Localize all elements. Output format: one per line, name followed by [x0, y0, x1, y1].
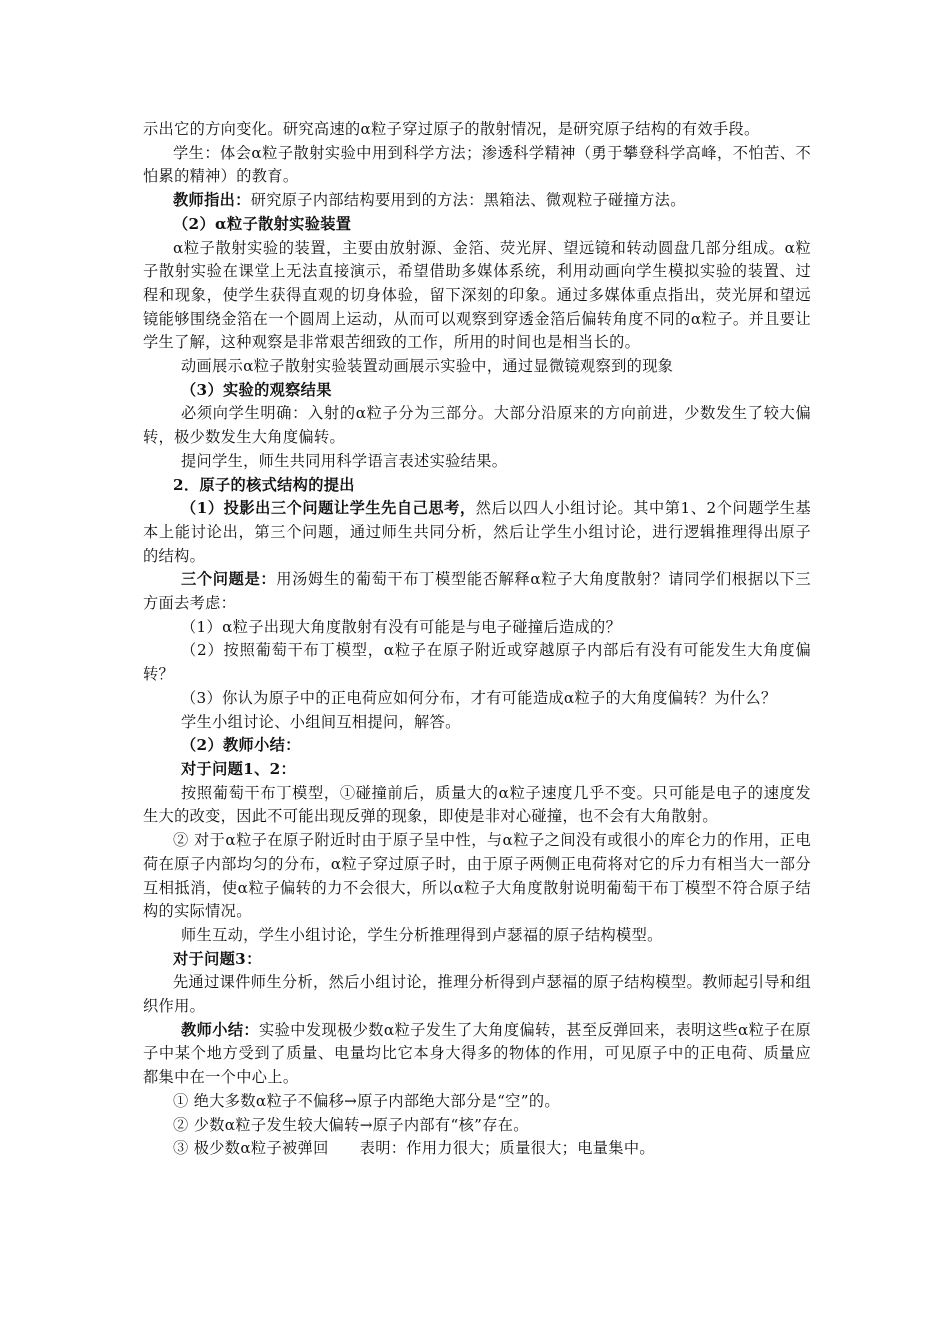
document-body [143, 118, 811, 1161]
paragraph-3-text: 研究原子内部结构要用到的方法：黑箱法、微观粒子碰撞方法。 [250, 191, 686, 210]
heading-questions-1-2: 对于问题1、2： [181, 759, 297, 778]
question-2: （2）按照葡萄干布丁模型，α粒子在原子附近或穿越原子内部后有没有可能发生大角度偏转？ [143, 641, 811, 684]
paragraph-2: 学生：体会α粒子散射实验中用到科学方法；渗透科学精神（勇于攀登科学高峰，不怕苦、不怕累的精神）的教育。 [143, 143, 811, 186]
heading-teacher-summary: （2）教师小结： [181, 736, 301, 755]
paragraph-24 [143, 1019, 811, 1090]
heading-question-3: 对于问题3： [173, 949, 262, 968]
paragraph-9: 提问学生，师生共同用科学语言表述实验结果。 [181, 451, 508, 470]
paragraph-1: 示出它的方向变化。研究高速的α粒子穿过原子的散射情况，是研究原子结构的有效手段。 [143, 120, 760, 138]
conclusion-3: ③ 极少数α粒子被弹回 表明：作用力很大；质量很大；电量集中。 [173, 1139, 655, 1158]
paragraph-11-text: 然后以四人小组讨论。其中第1、2个问题学生基本上能讨论出，第三个问题，通过师生共同分析，然后让学生小组讨论，进行逻辑推理得出原子的结构。 [143, 499, 812, 565]
paragraph-24-text: 实验中发现极少数α粒子发生了大角度偏转，甚至反弹回来，表明这些α粒子在原子中某个地方受到了质量、电量均比它本身大得多的物体的作用，可见原子中的正电荷、质量应都集中在一个中心上。 [143, 1020, 811, 1087]
heading-nuclear-structure: 2．原子的核式结构的提出 [173, 475, 355, 494]
paragraph-3 [143, 189, 811, 213]
paragraph-12-text: 用汤姆生的葡萄干布丁模型能否解释α粒子大角度散射？请同学们根据以下三方面去考虑： [143, 570, 811, 613]
paragraph-21: 师生互动，学生小组讨论，学生分析推理得到卢瑟福的原子结构模型。 [181, 925, 663, 944]
paragraph-5: α粒子散射实验的装置，主要由放射源、金箔、荧光屏、望远镜和转动圆盘几部分组成。α粒子散射实验在课堂上无法直接演示，希望借助多媒体系统，利用动画向学生模拟实验的装置、过程和现象，使学生获得直观的切身体验，留下深刻的印象。通过多媒体重点指出，荧光屏和望远镜能够围绕金箔在一个圆周上运动，从而可以观察到穿透金箔后偏转角度不同的α粒子。并且要让学生了解，这种观察是非常艰苦细致的工作，所用的时间也是相当长的。 [143, 238, 811, 352]
paragraph-20: ② 对于α粒子在原子附近时由于原子呈中性，与α粒子之间没有或很小的库仑力的作用，正电荷在原子内部均匀的分布，α粒子穿过原子时，由于原子两侧正电荷将对它的斥力有相当大一部分互相抵消，使α粒子偏转的力不会很大，所以α粒子大角度散射说明葡萄干布丁模型不符合原子结构的实际情况。 [143, 831, 811, 921]
label-teacher-summary: 教师小结： [181, 1020, 260, 1039]
conclusion-2: ② 少数α粒子发生较大偏转→原子内部有“核”存在。 [173, 1115, 529, 1134]
paragraph-16: 学生小组讨论、小组间互相提问，解答。 [181, 712, 461, 731]
label-projection: （1）投影出三个问题让学生先自己思考， [181, 499, 476, 518]
paragraph-23: 先通过课件师生分析，然后小组讨论，推理分析得到卢瑟福的原子结构模型。教师起引导和组织作用。 [143, 973, 811, 1016]
paragraph-8: 必须向学生明确：入射的α粒子分为三部分。大部分沿原来的方向前进，少数发生了较大偏转，极少数发生大角度偏转。 [143, 404, 811, 447]
label-three-questions: 三个问题是： [181, 570, 277, 589]
paragraph-11 [143, 497, 811, 568]
question-1: （1）α粒子出现大角度散射有没有可能是与电子碰撞后造成的？ [181, 617, 622, 636]
paragraph-12 [143, 568, 811, 615]
label-teacher-points: 教师指出： [173, 191, 251, 210]
question-3: （3）你认为原子中的正电荷应如何分布，才有可能造成α粒子的大角度偏转？为什么？ [181, 688, 777, 707]
paragraph-6: 动画展示α粒子散射实验装置动画展示实验中，通过显微镜观察到的现象 [181, 357, 674, 376]
paragraph-19: 按照葡萄干布丁模型，①碰撞前后，质量大的α粒子速度几乎不变。只可能是电子的速度发生大的改变，因此不可能出现反弹的现象，即使是非对心碰撞，也不会有大角散射。 [143, 783, 811, 826]
conclusion-1: ① 绝大多数α粒子不偏移→原子内部绝大部分是“空”的。 [173, 1091, 560, 1110]
heading-apparatus: （2）α粒子散射实验装置 [173, 214, 352, 233]
heading-results: （3）实验的观察结果 [181, 380, 332, 399]
